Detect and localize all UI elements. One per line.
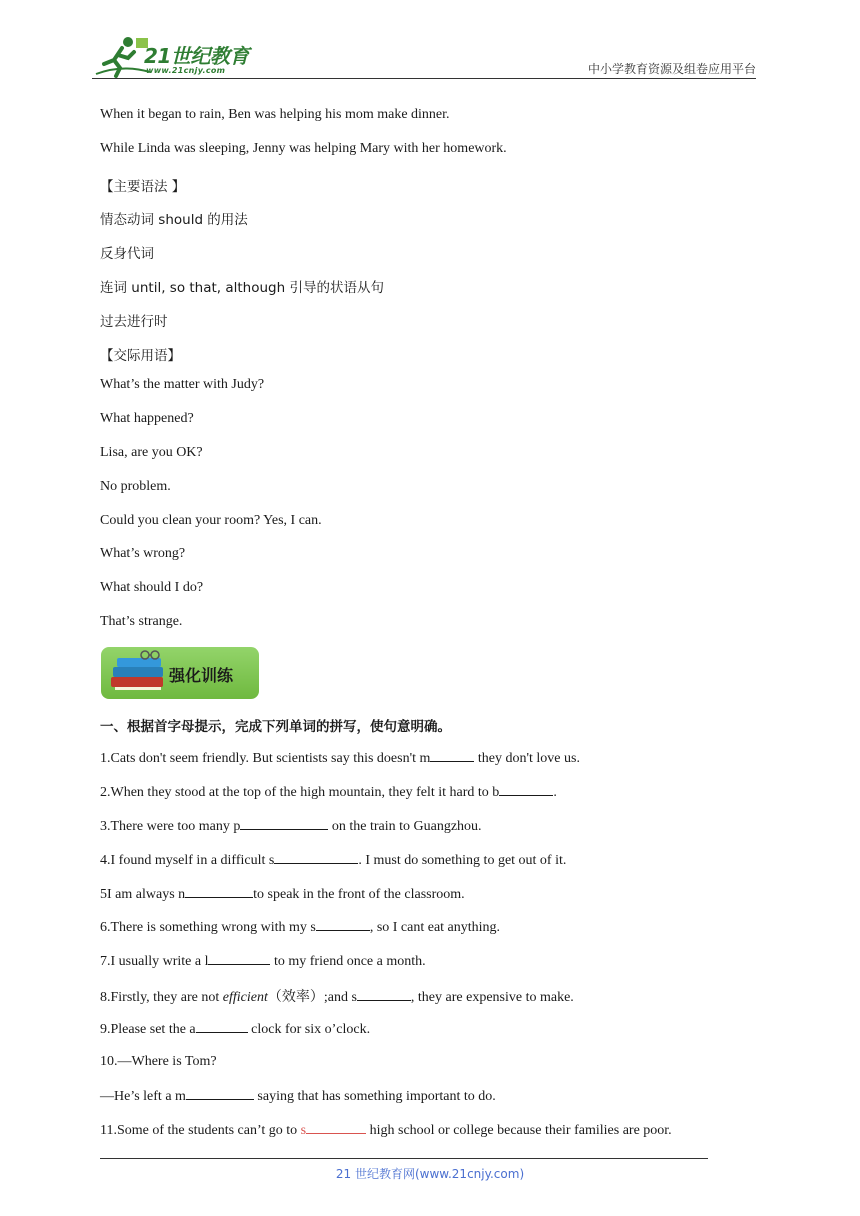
text-line: That’s strange. — [100, 614, 183, 629]
answer-blank — [185, 885, 253, 898]
question-2 — [100, 783, 557, 801]
text-line: What happened? — [100, 411, 194, 426]
question-7 — [100, 952, 426, 970]
question-3 — [100, 817, 482, 835]
text-line: Could you clean your room? Yes, I can. — [100, 513, 322, 528]
text-line: What should I do? — [100, 580, 204, 595]
text-line: What’s wrong? — [100, 546, 186, 561]
question-text: high school or college because their families are poor. — [366, 1123, 672, 1138]
question-hint-letter: s — [300, 1123, 307, 1138]
logo-url: www.21cnjy.com — [146, 66, 226, 75]
answer-blank — [357, 988, 411, 1001]
question-1 — [100, 749, 580, 767]
question-10-answer — [100, 1087, 496, 1105]
footer-link[interactable]: 21 世纪教育网(www.21cnjy.com) — [335, 1167, 525, 1181]
section-heading-grammar: 【主要语法 】 — [100, 179, 186, 195]
question-text: 3.There were too many p — [100, 819, 241, 834]
question-10: 10.—Where is Tom? — [100, 1054, 217, 1069]
platform-name: 中小学教育资源及组卷应用平台 — [587, 62, 756, 76]
question-text: 9.Please set the a — [100, 1022, 196, 1037]
practice-banner — [101, 647, 259, 699]
text-line: Lisa, are you OK? — [100, 445, 203, 460]
text-line: 情态动词 should 的用法 — [100, 212, 248, 228]
logo — [92, 34, 262, 78]
answer-blank — [499, 783, 553, 796]
question-text: to my friend once a month. — [270, 954, 426, 969]
answer-blank — [316, 918, 370, 931]
logo-text: 21世纪教育 — [144, 44, 249, 68]
answer-blank — [208, 952, 270, 965]
question-text: , so I cant eat anything. — [369, 920, 501, 935]
question-text: 8.Firstly, they are not — [100, 990, 223, 1005]
question-text: —He’s left a m — [100, 1089, 186, 1104]
text-line: 连词 until, so that, although 引导的状语从句 — [100, 280, 384, 296]
question-4 — [100, 851, 566, 869]
question-text: saying that has something important to do. — [253, 1089, 496, 1104]
question-text: , they are expensive to make. — [410, 990, 574, 1005]
text-line: What’s the matter with Judy? — [100, 377, 265, 392]
question-text: 5I am always n — [100, 887, 186, 902]
question-text: to speak in the front of the classroom. — [253, 887, 465, 902]
question-6 — [100, 918, 500, 936]
answer-blank — [240, 817, 328, 830]
runner-logo-icon — [92, 34, 152, 78]
question-text-italic: efficient — [222, 990, 268, 1005]
books-icon — [105, 647, 171, 697]
answer-blank — [196, 1020, 248, 1033]
question-text: clock for six o’clock. — [247, 1022, 371, 1037]
question-text: 1.Cats don't seem friendly. But scientists say this doesn't m — [100, 751, 431, 766]
text-line: No problem. — [100, 479, 171, 494]
question-text: . I must do something to get out of it. — [358, 853, 567, 868]
text-line: 反身代词 — [100, 246, 154, 262]
text-line: 过去进行时 — [100, 314, 168, 330]
footer-divider — [100, 1158, 708, 1159]
text-line: When it began to rain, Ben was helping his mom make dinner. — [100, 107, 450, 122]
question-8 — [100, 986, 574, 1006]
question-text: 6.There is something wrong with my s — [100, 920, 316, 935]
answer-blank — [306, 1121, 366, 1134]
question-text: they don't love us. — [474, 751, 580, 766]
exercise-heading: 一、根据首字母提示，完成下列单词的拼写，使句意明确。 — [100, 719, 451, 735]
answer-blank — [186, 1087, 254, 1100]
question-text: （效率）;and s — [267, 990, 357, 1005]
answer-blank — [430, 749, 474, 762]
question-text: 7.I usually write a l — [100, 954, 209, 969]
question-text: on the train to Guangzhou. — [328, 819, 482, 834]
header-divider — [92, 78, 756, 79]
question-5 — [100, 885, 465, 903]
question-text: 2.When they stood at the top of the high mountain, they felt it hard to b — [100, 785, 500, 800]
question-text: 11.Some of the students can’t go to — [100, 1123, 301, 1138]
question-11 — [100, 1121, 672, 1139]
section-heading-communication: 【交际用语】 — [100, 348, 181, 364]
page-header — [92, 30, 756, 80]
answer-blank — [274, 851, 358, 864]
question-9 — [100, 1020, 370, 1038]
banner-label: 强化训练 — [169, 666, 234, 685]
text-line: While Linda was sleeping, Jenny was helping Mary with her homework. — [100, 141, 507, 156]
question-text: . — [553, 785, 557, 800]
question-text: 4.I found myself in a difficult s — [100, 853, 275, 868]
